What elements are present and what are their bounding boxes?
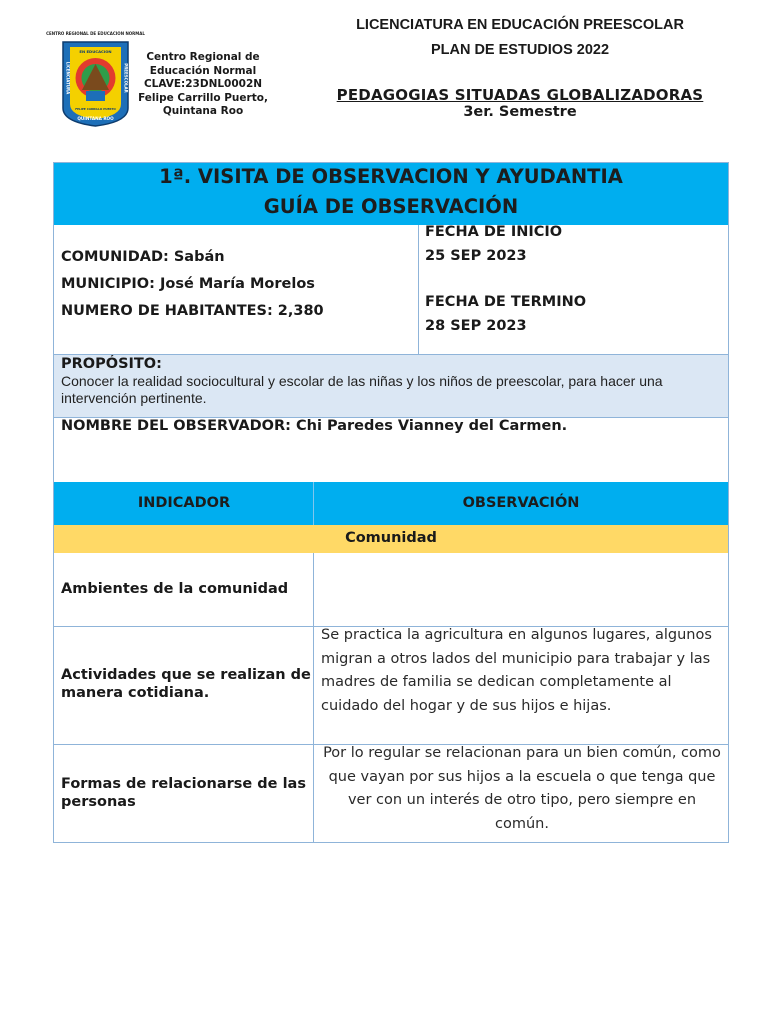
- logo-top-text: CENTRO REGIONAL DE EDUCACION NORMAL: [46, 31, 145, 36]
- institution-line: Centro Regional de: [146, 51, 260, 63]
- section-community-label: Comunidad: [345, 530, 437, 546]
- column-observation-header: OBSERVACIÓN: [462, 495, 580, 511]
- section-community-band: [54, 525, 728, 553]
- indicator-cell: Ambientes de la comunidad: [61, 581, 289, 597]
- study-plan: PLAN DE ESTUDIOS 2022: [430, 42, 610, 58]
- municipality-field: MUNICIPIO: José María Morelos: [61, 276, 315, 292]
- institution-line: Felipe Carrillo Puerto,: [138, 91, 268, 104]
- column-divider: [313, 553, 314, 843]
- logo-bottom-text: QUINTANA ROO: [77, 116, 114, 121]
- start-date-label: FECHA DE INICIO: [425, 224, 563, 240]
- observer-name: NOMBRE DEL OBSERVADOR: Chi Paredes Vianney del Carmen.: [61, 418, 568, 434]
- logo-bottom-small-text: FELIPE CARRILLO PUERTO: [75, 107, 116, 111]
- institution-info: [134, 51, 272, 119]
- columns-header: [54, 482, 728, 525]
- end-date-value: 28 SEP 2023: [425, 318, 527, 334]
- purpose-label: PROPÓSITO:: [61, 356, 162, 372]
- population-field: NUMERO DE HABITANTES: 2,380: [61, 303, 324, 319]
- institution-line: Educación Normal: [149, 64, 257, 77]
- observation-form: [53, 162, 729, 843]
- start-date-value: 25 SEP 2023: [425, 248, 527, 264]
- column-divider: [313, 482, 314, 525]
- observation-cell: Se practica la agricultura en algunos lugares, algunos migran a otros lados del municipio para trabajar y las madres de familia se dedican completamente al cuidado del hogar y de sus hijos e hijas.: [321, 627, 712, 714]
- divider: [54, 354, 728, 355]
- info-divider: [418, 225, 419, 354]
- community-field: COMUNIDAD: Sabán: [61, 249, 225, 265]
- logo-left-text: LICENCIATURA: [65, 61, 71, 95]
- purpose-section: [54, 354, 728, 417]
- school-seal-icon: [46, 30, 145, 127]
- program-title: LICENCIATURA EN EDUCACIÓN PREESCOLAR: [356, 17, 684, 33]
- school-logo: [46, 30, 145, 127]
- logo-right-text: PREESCOLAR: [123, 63, 129, 93]
- logo-inner-top-text: EN EDUCACION: [79, 49, 112, 54]
- purpose-text: Conocer la realidad sociocultural y escolar de las niñas y los niños de preescolar, para hacer una intervención pertinente.: [61, 373, 663, 406]
- indicator-cell: Actividades que se realizan de manera cotidiana.: [61, 667, 311, 701]
- end-date-label: FECHA DE TERMINO: [425, 294, 587, 310]
- institution-line: CLAVE:23DNL0002N: [143, 78, 263, 90]
- indicator-cell: Formas de relacionarse de las personas: [61, 776, 306, 810]
- form-title: 1ª. VISITA DE OBSERVACION Y AYUDANTIA: [159, 165, 623, 188]
- course-name: PEDAGOGIAS SITUADAS GLOBALIZADORAS: [336, 86, 704, 104]
- form-subtitle: GUÍA DE OBSERVACIÓN: [263, 195, 519, 218]
- semester: 3er. Semestre: [463, 104, 577, 120]
- observation-cell: Por lo regular se relacionan para un bien común, como que vayan por sus hijos a la escuela o que tenga que ver con un interés de otro tipo, pero siempre en común.: [323, 745, 721, 832]
- column-indicator-header: INDICADOR: [137, 495, 231, 511]
- form-title-band: [54, 163, 728, 225]
- institution-line: Quintana Roo: [162, 105, 244, 117]
